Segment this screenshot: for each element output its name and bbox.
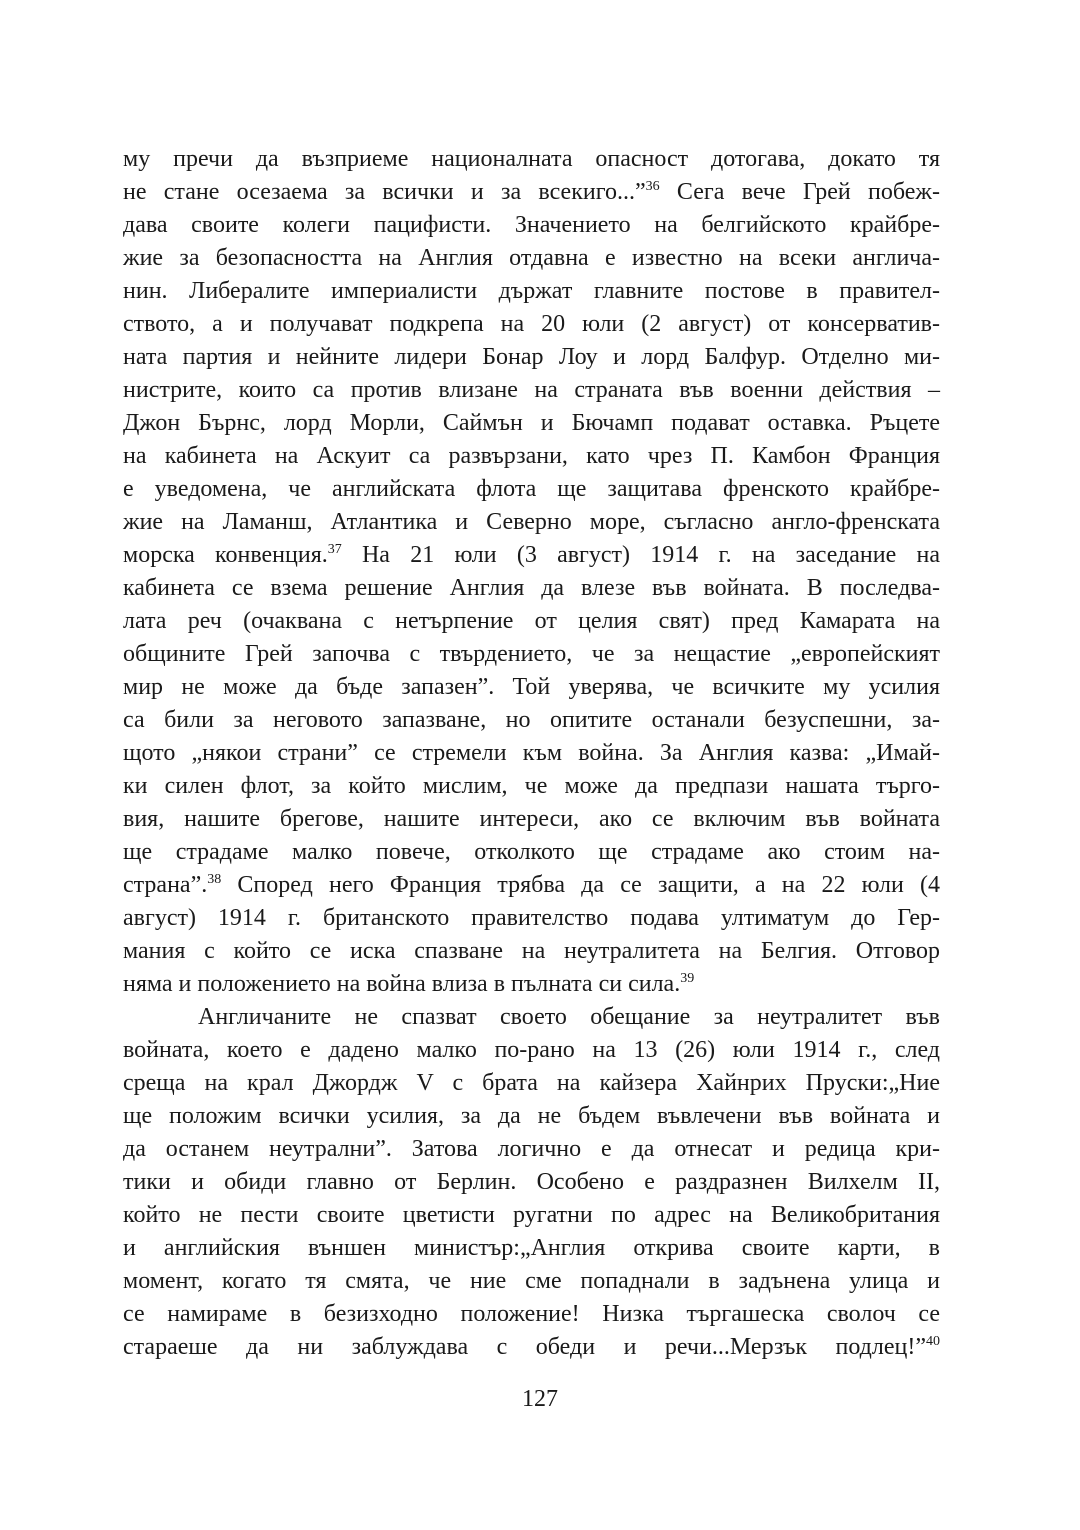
text-fragment: Сега вече Грей побеж- — [659, 179, 940, 205]
text-line: на кабинета на Аскуит са развързани, като чрез П. Камбон Франция — [123, 443, 940, 469]
text-line: щото „някои страни” се стремели към война. За Англия казва: „Имай- — [123, 740, 940, 766]
text-line: среща на крал Джордж V с брата на кайзера Хайнрих Пруски:„Ние — [123, 1070, 940, 1096]
footnote-ref-37: 37 — [327, 542, 342, 557]
text-line — [123, 539, 940, 572]
text-line: да останем неутрални”. Затова логично е да отнесат и редица кри- — [123, 1136, 940, 1162]
text-line — [123, 176, 940, 209]
text-line: и английския външен министър:„Англия открива своите карти, в — [123, 1235, 940, 1261]
text-fragment: няма и положението на война влиза в пълната си сила. — [123, 971, 681, 997]
text-line: мир не може да бъде запазен”. Той уверява, че всичките му усилия — [123, 674, 940, 700]
text-fragment: На 21 юли (3 август) 1914 г. на заседание на — [341, 542, 940, 568]
text-line: ще положим всички усилия, за да не бъдем въвлечени във войната и — [123, 1103, 940, 1129]
text-line — [123, 869, 940, 902]
text-line: август) 1914 г. британското правителство подава ултиматум до Гер- — [123, 905, 940, 931]
text-line: кабинета се взема решение Англия да влезе във войната. В последва- — [123, 575, 940, 601]
text-line: вия, нашите брегове, нашите интереси, ако се включим във войната — [123, 806, 940, 832]
text-line: тики и обиди главно от Берлин. Особено е раздразнен Вилхелм II, — [123, 1169, 940, 1195]
text-line: войната, което е дадено малко по-рано на 13 (26) юли 1914 г., след — [123, 1037, 940, 1063]
text-line: нистрите, които са против влизане на страната във военни действия – — [123, 377, 940, 403]
text-line: жие за безопасността на Англия отдавна е известно на всеки англича- — [123, 245, 940, 271]
text-line: общините Грей започва с твърдението, че за нещастие „европейският — [123, 641, 940, 667]
text-fragment: морска конвенция. — [123, 542, 328, 568]
text-line: му пречи да възприеме националната опасност дотогава, докато тя — [123, 146, 940, 172]
text-fragment: не стане осезаема за всички и за всекиго...” — [123, 179, 646, 205]
page-number: 127 — [522, 1386, 558, 1412]
text-line: момент, когато тя смята, че ние сме попаднали в задънена улица и — [123, 1268, 940, 1294]
paragraph-1 — [123, 143, 940, 1001]
text-line — [123, 968, 940, 1001]
text-fragment: страна”. — [123, 872, 208, 898]
text-line: жие на Ламанш, Атлантика и Северно море, съгласно англо-френската — [123, 509, 940, 535]
text-line: Англичаните не спазват своето обещание за неутралитет във — [198, 1004, 940, 1030]
footnote-ref-39: 39 — [680, 971, 695, 986]
text-line: ството, а и получават подкрепа на 20 юли (2 август) от консерватив- — [123, 311, 940, 337]
text-line: е уведомена, че английската флота ще защитава френското крайбре- — [123, 476, 940, 502]
footnote-ref-36: 36 — [645, 179, 660, 194]
text-line: се намираме в безизходно положение! Низка търгашеска сволоч се — [123, 1301, 940, 1327]
text-line: мания с който се иска спазване на неутралитета на Белгия. Отговор — [123, 938, 940, 964]
text-line: ки силен флот, за който мислим, че може да предпази нашата търго- — [123, 773, 940, 799]
body-text — [123, 143, 940, 1364]
paragraph-2 — [123, 1001, 940, 1364]
text-line: Джон Бърнс, лорд Морли, Саймън и Бючамп подават оставка. Ръцете — [123, 410, 940, 436]
text-line — [123, 1331, 940, 1364]
text-line: дава своите колеги пацифисти. Значението на белгийското крайбре- — [123, 212, 940, 238]
text-line: който не пести своите цветисти ругатни по адрес на Великобритания — [123, 1202, 940, 1228]
text-fragment: Според него Франция трябва да се защити, а на 22 юли (4 — [221, 872, 940, 898]
footnote-ref-40: 40 — [926, 1334, 940, 1349]
footnote-ref-38: 38 — [207, 872, 222, 887]
text-line: ната партия и нейните лидери Бонар Лоу и лорд Балфур. Отделно ми- — [123, 344, 940, 370]
text-line: ще страдаме малко повече, отколкото ще страдаме ако стоим на- — [123, 839, 940, 865]
text-line: нин. Либералите империалисти държат главните постове в правител- — [123, 278, 940, 304]
text-line: лата реч (очаквана с нетърпение от целия свят) пред Камарата на — [123, 608, 940, 634]
text-line: са били за неговото запазване, но опитите останали безуспешни, за- — [123, 707, 940, 733]
text-fragment: стараеше да ни заблуждава с обеди и речи...Мерзък подлец!” — [123, 1334, 926, 1360]
